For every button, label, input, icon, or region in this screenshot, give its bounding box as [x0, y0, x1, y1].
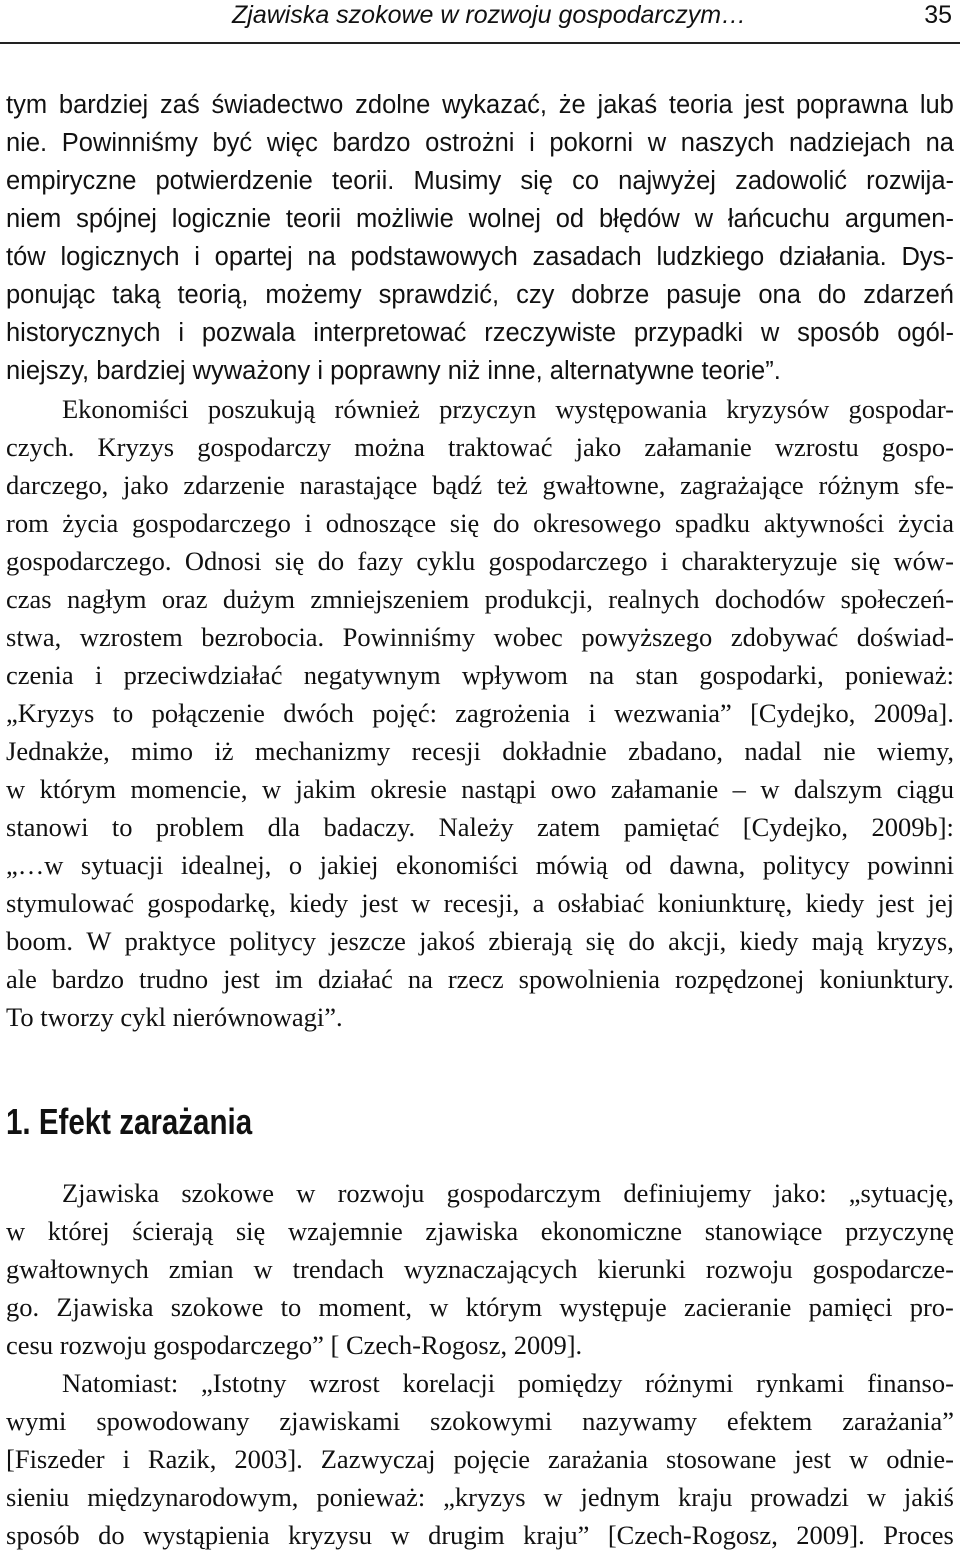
text-line: czenia i przeciwdziałać negatywnym wpływom na stan gospodarki, ponieważ:	[6, 660, 954, 690]
text-line: tym bardziej zaś świadectwo zdolne wykazać, że jakaś teoria jest poprawna lub	[6, 91, 954, 119]
text-line: Zjawiska szokowe w rozwoju gospodarczym definiujemy jako: „sytuację,	[62, 1178, 954, 1208]
text-line: sposób do wystąpienia kryzysu w drugim kraju” [Czech-Rogosz, 2009]. Proces	[6, 1520, 954, 1550]
text-line: gospodarczego. Odnosi się do fazy cyklu gospodarczego i charakteryzuje się wów-	[6, 546, 954, 576]
text-line: To tworzy cykl nierównowagi”.	[6, 1002, 343, 1032]
text-line: Ekonomiści poszukują również przyczyn występowania kryzysów gospodar-	[62, 394, 954, 424]
text-line: „…w sytuacji idealnej, o jakiej ekonomiści mówią od dawna, politycy powinni	[6, 850, 954, 880]
text-line: ponując taką teorią, możemy sprawdzić, czy dobrze pasuje ona do zdarzeń	[6, 281, 954, 309]
text-line: stwa, wzrostem bezrobocia. Powinniśmy wobec powyższego zdobywać doświad-	[6, 622, 954, 652]
text-line: w której ścierają się wzajemnie zjawiska ekonomiczne stanowiące przyczynę	[6, 1216, 954, 1246]
text-line: stanowi to problem dla badaczy. Należy zatem pamiętać [Cydejko, 2009b]:	[6, 812, 954, 842]
text-line: tów logicznych i opartej na podstawowych zasadach ludzkiego działania. Dys-	[6, 243, 954, 271]
text-line: cesu rozwoju gospodarczego” [ Czech-Rogosz, 2009].	[6, 1330, 583, 1360]
section-heading: 1. Efekt zarażania	[6, 1101, 253, 1142]
paragraph	[6, 390, 954, 1036]
text-line: [Fiszeder i Razik, 2003]. Zazwyczaj pojęcie zarażania stosowane jest w odnie-	[6, 1444, 954, 1474]
text-line: niem spójnej logicznie teorii możliwie wolnej od błędów w łańcuchu argumen-	[6, 205, 954, 233]
running-header-title: Zjawiska szokowe w rozwoju gospodarczym…	[232, 1, 747, 29]
text-line: ale bardzo trudno jest im działać na rzecz spowolnienia rozpędzonej koniunktury.	[6, 964, 954, 994]
body-text-top	[6, 86, 954, 1036]
text-line: gwałtownych zmian w trendach wyznaczających kierunki rozwoju gospodarcze-	[6, 1254, 954, 1284]
page-number: 35	[924, 1, 952, 29]
paragraph	[6, 86, 954, 390]
paragraph	[6, 1174, 954, 1364]
text-line: czas nagłym oraz dużym zmniejszeniem produkcji, realnych dochodów społeczeń-	[6, 584, 954, 614]
text-line: „Kryzys to połączenie dwóch pojęć: zagrożenia i wezwania” [Cydejko, 2009a].	[6, 698, 954, 728]
text-line: historycznych i pozwala interpretować rzeczywiste przypadki w sposób ogól-	[6, 319, 954, 347]
body-text-bottom	[6, 1174, 954, 1554]
text-line: boom. W praktyce politycy jeszcze jakoś zbierają się do akcji, kiedy mają kryzys,	[6, 926, 954, 956]
text-line: rom życia gospodarczego i odnoszące się do okresowego spadku aktywności życia	[6, 508, 954, 538]
text-line: w którym momencie, w jakim okresie nastąpi owo załamanie – w dalszym ciągu	[6, 774, 954, 804]
text-line: darczego, jako zdarzenie narastające bądź też gwałtowne, zagrażające różnym sfe-	[6, 470, 954, 500]
text-line: empiryczne potwierdzenie teorii. Musimy się co najwyżej zadowolić rozwija-	[6, 167, 954, 195]
text-line: sieniu międzynarodowym, ponieważ: „kryzys w jednym kraju prowadzi w jakiś	[6, 1482, 954, 1512]
text-line: Natomiast: „Istotny wzrost korelacji pomiędzy różnymi rynkami finanso-	[62, 1368, 954, 1398]
text-line: go. Zjawiska szokowe to moment, w którym występuje zacieranie pamięci pro-	[6, 1292, 954, 1322]
text-line: czych. Kryzys gospodarczy można traktować jako załamanie wzrostu gospo-	[6, 432, 954, 462]
text-line: Jednakże, mimo iż mechanizmy recesji dokładnie zbadano, nadal nie wiemy,	[6, 736, 954, 766]
paragraph	[6, 1364, 954, 1554]
text-line: stymulować gospodarkę, kiedy jest w recesji, a osłabiać koniunkturę, kiedy jest jej	[6, 888, 954, 918]
text-line: nie. Powinniśmy być więc bardzo ostrożni i pokorni w naszych nadziejach na	[6, 129, 954, 157]
running-header	[0, 0, 960, 44]
text-line: niejszy, bardziej wyważony i poprawny niż inne, alternatywne teorie”.	[6, 357, 781, 385]
text-line: wymi spowodowany zjawiskami szokowymi nazywamy efektem zarażania”	[6, 1406, 954, 1436]
